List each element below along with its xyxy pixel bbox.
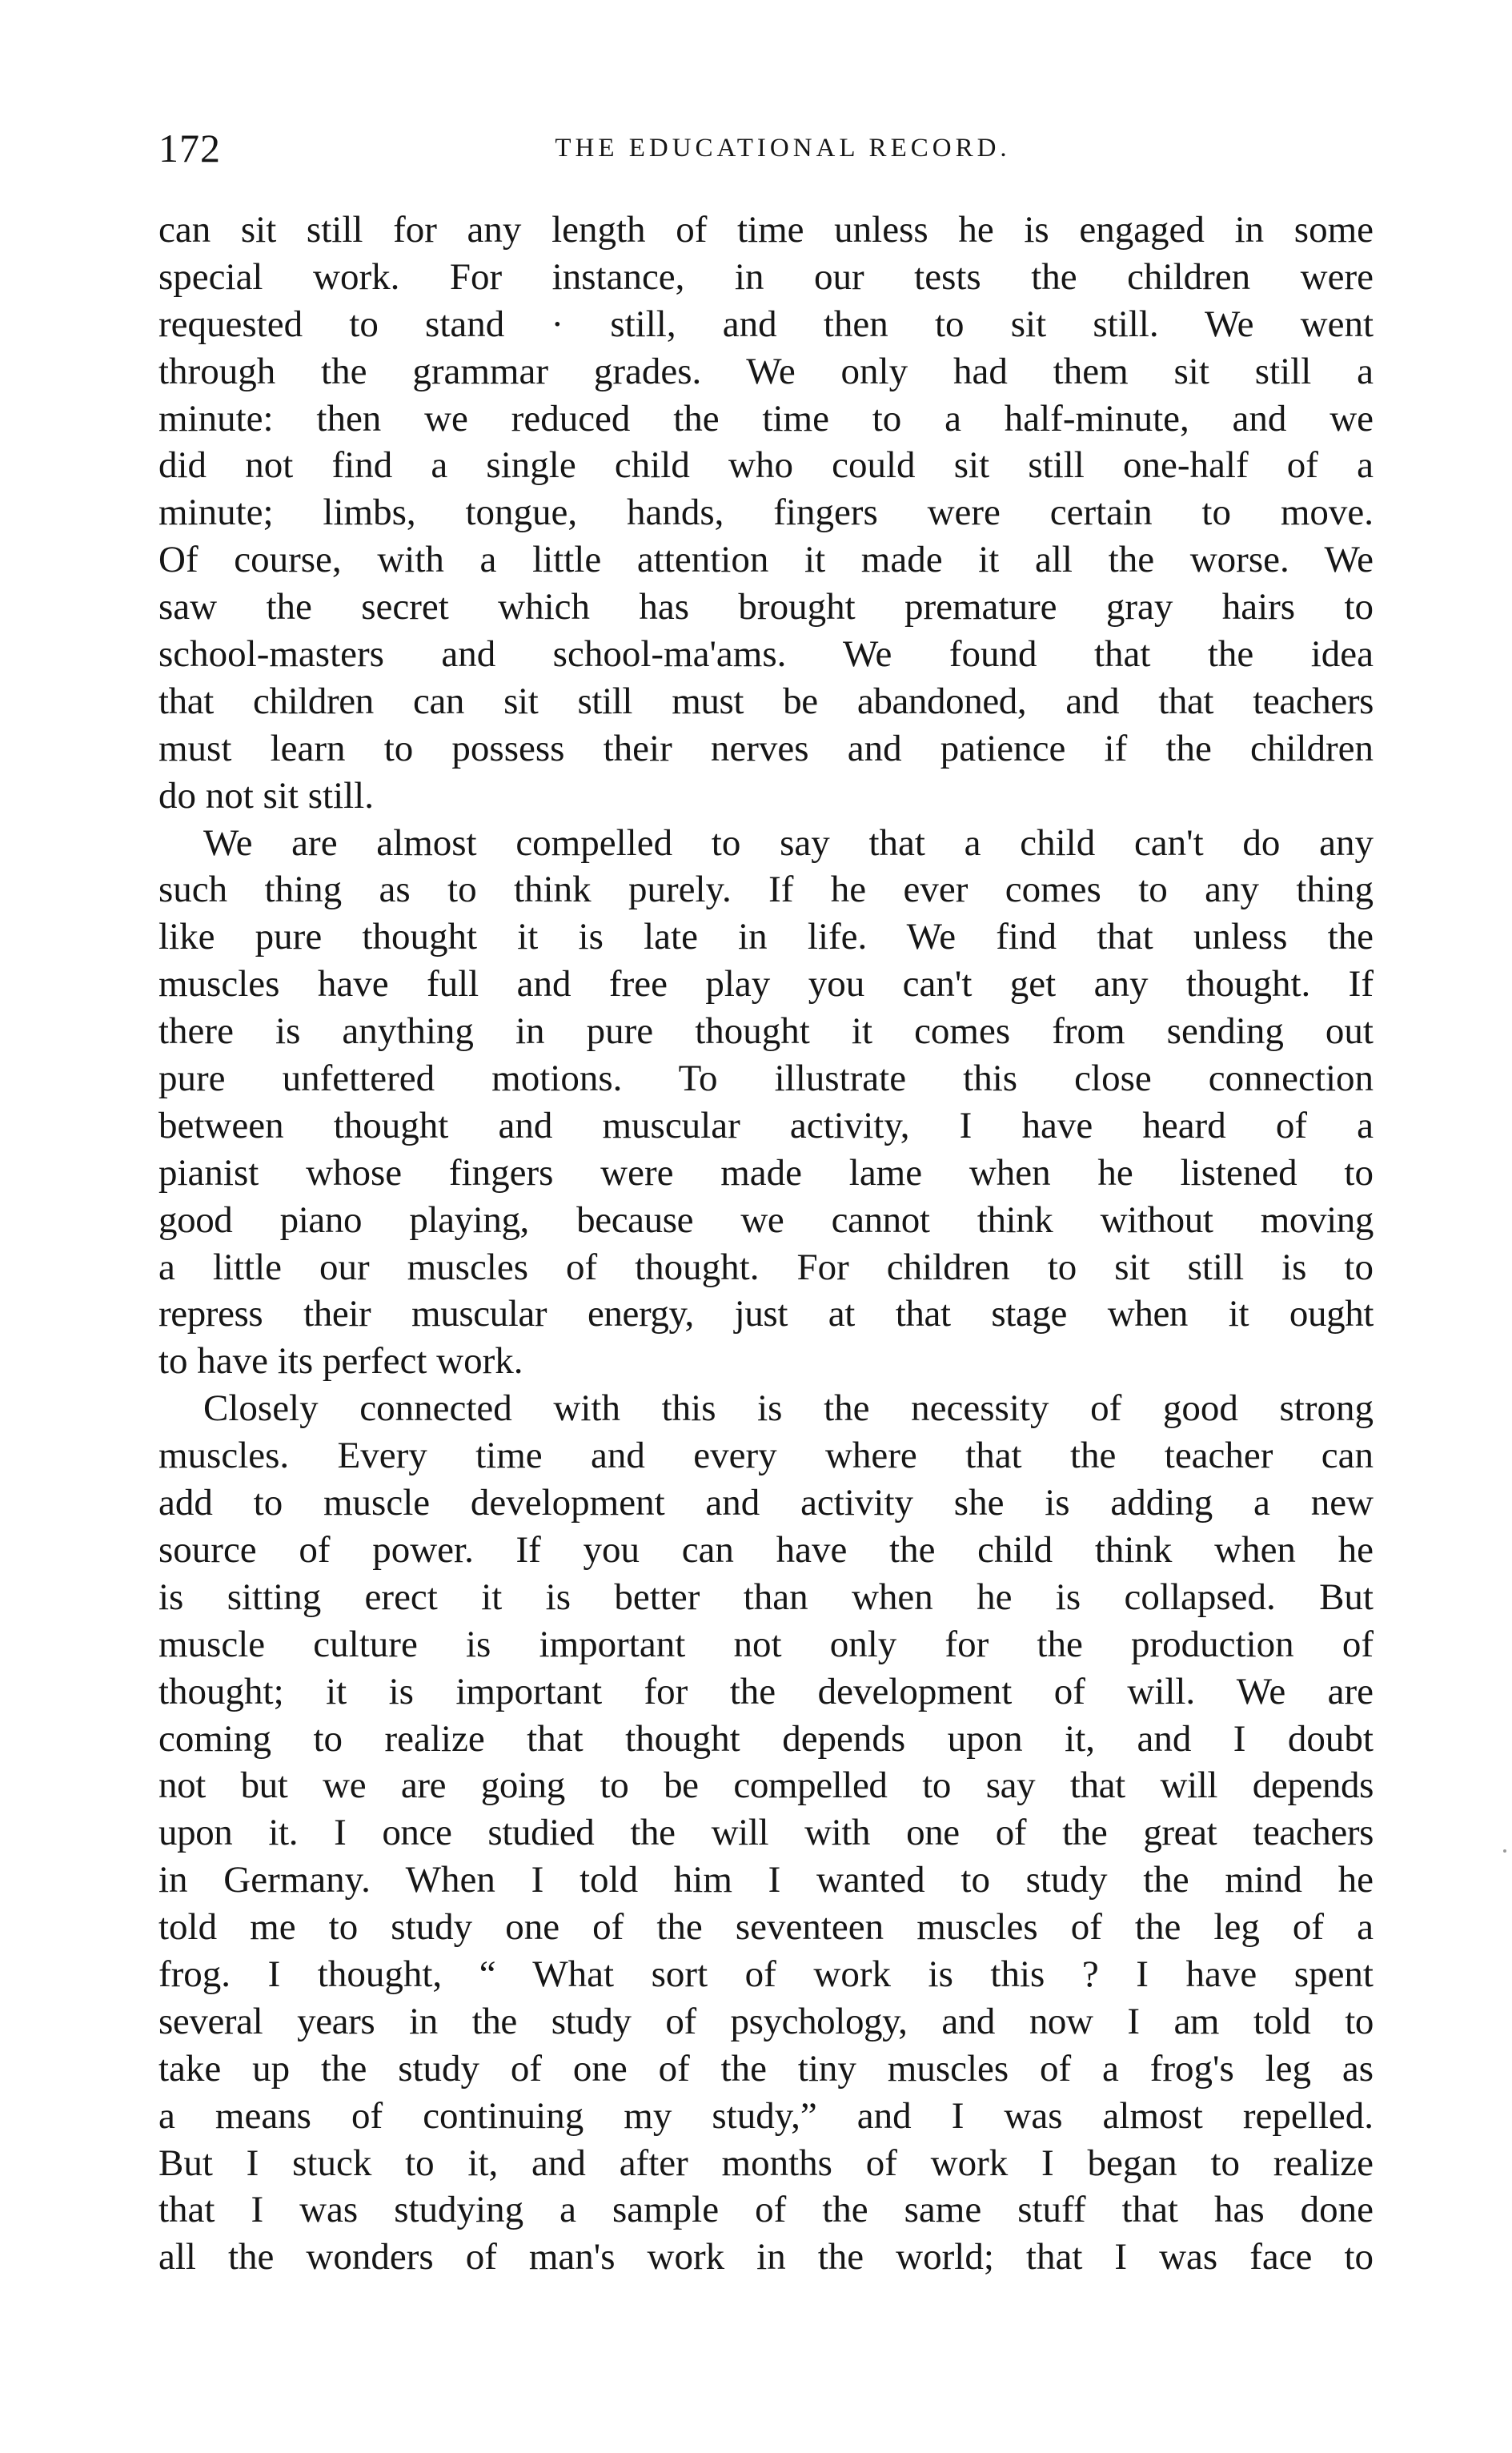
text-line: to have its perfect work. <box>158 1340 523 1383</box>
scan-speck <box>1503 1849 1506 1853</box>
text-line: muscle culture is important not only for the production of <box>158 1623 1374 1665</box>
text-line: told me to study one of the seventeen muscles of the leg of a <box>158 1906 1374 1949</box>
text-line: do not sit still. <box>158 774 374 817</box>
text-line: minute: then we reduced the time to a half-minute, and we <box>158 397 1374 440</box>
paragraph-first-line: Closely connected with this is the necessity of good strong <box>203 1387 1374 1430</box>
text-line: there is anything in pure thought it comes from sending out <box>158 1010 1374 1053</box>
text-line: a little our muscles of thought. For children to sit still is to <box>158 1246 1374 1288</box>
text-line: must learn to possess their nerves and patience if the children <box>158 727 1374 769</box>
text-line: that children can sit still must be abandoned, and that teachers <box>158 680 1374 722</box>
text-line: such thing as to think purely. If he ever comes to any thing <box>158 869 1374 911</box>
text-line: is sitting erect it is better than when he is collapsed. But <box>158 1576 1374 1618</box>
text-line: through the grammar grades. We only had them sit still a <box>158 350 1374 392</box>
text-line: upon it. I once studied the will with one of the great teachers <box>158 1812 1374 1854</box>
text-line: school-masters and school-ma'ams. We found that the idea <box>158 633 1374 676</box>
page-header <box>158 120 1375 176</box>
text-line: in Germany. When I told him I wanted to study the mind he <box>158 1859 1374 1901</box>
text-line: thought; it is important for the development of will. We are <box>158 1670 1374 1712</box>
text-line: several years in the study of psychology, and now I am told to <box>158 2000 1374 2042</box>
text-line: saw the secret which has brought premature gray hairs to <box>158 586 1374 628</box>
text-line: Of course, with a little attention it made it all the worse. We <box>158 539 1374 581</box>
text-line: not but we are going to be compelled to say that will depends <box>158 1764 1374 1807</box>
text-line: special work. For instance, in our tests the children were <box>158 255 1374 298</box>
text-line: requested to stand · still, and then to sit still. We went <box>158 303 1374 345</box>
paragraph-first-line: We are almost compelled to say that a child can't do any <box>203 821 1374 864</box>
running-title: THE EDUCATIONAL RECORD. <box>555 134 1011 163</box>
body-text <box>158 207 1374 2281</box>
text-line: minute; limbs, tongue, hands, fingers were certain to move. <box>158 492 1374 534</box>
text-line: frog. I thought, “ What sort of work is this ? I have spent <box>158 1953 1374 1995</box>
text-line: a means of continuing my study,” and I was almost repelled. <box>158 2094 1374 2137</box>
text-line: that I was studying a sample of the same stuff that has done <box>158 2189 1374 2231</box>
page-number: 172 <box>158 126 221 171</box>
text-line: pure unfettered motions. To illustrate this close connection <box>158 1058 1374 1100</box>
text-line: pianist whose fingers were made lame when he listened to <box>158 1151 1374 1194</box>
text-line: did not find a single child who could sit still one-half of a <box>158 444 1374 487</box>
text-line: add to muscle development and activity she is adding a new <box>158 1482 1374 1524</box>
text-line: coming to realize that thought depends upon it, and I doubt <box>158 1717 1374 1760</box>
text-line: like pure thought it is late in life. We find that unless the <box>158 916 1374 958</box>
text-line: can sit still for any length of time unless he is engaged in some <box>158 209 1374 251</box>
text-line: source of power. If you can have the child think when he <box>158 1528 1374 1571</box>
text-line: take up the study of one of the tiny muscles of a frog's leg as <box>158 2047 1374 2090</box>
text-line: muscles. Every time and every where that the teacher can <box>158 1435 1374 1477</box>
text-line: good piano playing, because we cannot think without moving <box>158 1198 1374 1241</box>
text-line: repress their muscular energy, just at that stage when it ought <box>158 1293 1374 1335</box>
text-line: But I stuck to it, and after months of work I began to realize <box>158 2142 1374 2184</box>
text-line: between thought and muscular activity, I have heard of a <box>158 1104 1374 1146</box>
text-line: muscles have full and free play you can't get any thought. If <box>158 963 1374 1006</box>
text-line: all the wonders of man's work in the world; that I was face to <box>158 2236 1374 2278</box>
